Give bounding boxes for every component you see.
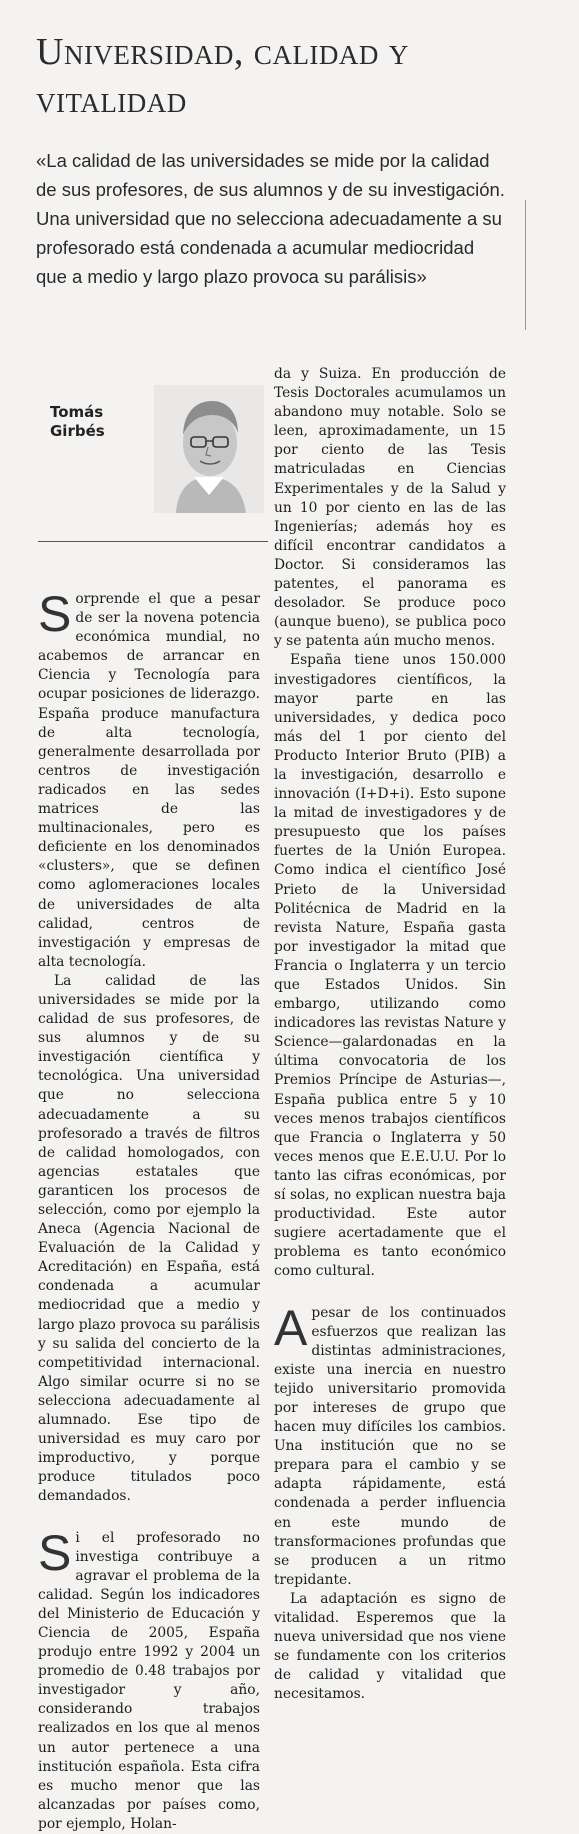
paragraph [38,1529,260,1834]
author-block [30,385,266,543]
paragraph: España tiene unos 150.000 investigadores científicos, la mayor parte en las universidades, y dedica poco más del 1 por ciento del Producto Interior Bruto (PIB) a la investigación, desarrollo e innovación (I+D+i). Esto supone la mitad de investigadores y de presupuesto que los países fuertes de la Unión Europea. Como indica el científico José Prieto de la Universidad Politécnica de Madrid en la revista Nature, España gasta por investigador la mitad que Francia o Inglaterra y un tercio que Estados Unidos. Sin embargo, utilizando como indicadores las revistas Nature y Science—galardonadas en la última convocatoria de los Premios Príncipe de Asturias—, España publica entre 5 y 10 veces menos trabajos científicos que Francia o Inglaterra y 50 veces menos que E.E.U.U. Por lo tanto las cifras económicas, por sí solas, no explican nuestra baja productividad. Este autor sugiere acertadamente que el problema es tanto económico como cultural. [274,651,506,1281]
paragraph-text: orprende el que a pesar de ser la novena potencia económica mundial, no acabemos de arrancar en Ciencia y Tecnología para ocupar posiciones de liderazgo. España produce manufactura de alta tecnología, generalmente desarrollada por centros de investigación radicados en las sedes matrices de las multinacionales, pero es deficiente en los denominados «clusters», que se definen como aglomeraciones locales de universidades de alta calidad, centros de investigación y empresas de alta tecnología. [38,591,260,970]
drop-cap: S [38,1533,71,1573]
drop-cap: S [38,594,71,634]
paragraph: La adaptación es signo de vitalidad. Esperemos que la nueva universidad que nos viene se fundamente con los criterios de calidad y vitalidad que necesitamos. [274,1590,506,1705]
paragraph [274,1304,506,1590]
paragraph: da y Suiza. En producción de Tesis Doctorales acumulamos un abandono muy notable. Solo se leen, aproximadamente, un 15 por ciento de las Tesis matriculadas en Ciencias Experimentales y de la Salud y un 10 por ciento en las de las Ingenierías; además hoy es difícil encontrar candidatos a Doctor. Si consideramos las patentes, el panorama es desolador. Se produce poco (aunque bueno), se publica poco y se patenta aún mucho menos. [274,365,506,651]
author-photo [154,385,264,513]
page-edge-line [525,200,526,330]
article-column-1 [38,590,260,1834]
paragraph [38,590,260,972]
author-divider [38,541,268,542]
paragraph-text: i el profesorado no investiga contribuye a agravar el problema de la calidad. Según los indicadores del Ministerio de Educación y Ciencia de 2005, España produjo entre 1992 y 2004 un promedio de 0.48 trabajos por investigador y año, considerando trabajos realizados en los que al menos un autor pertenece a una institución española. Esta cifra es mucho menor que las alcanzadas por países como, por ejemplo, Holan- [38,1530,260,1832]
article-title: Universidad, calidad y vitalidad [36,28,506,124]
article-column-2 [274,365,506,1704]
drop-cap: A [274,1308,307,1348]
paragraph-text: pesar de los continuados esfuerzos que realizan las distintas administraciones, existe una inercia en nuestro tejido universitario promovida por intereses de grupo que hacen muy difíciles los cambios. Una institución que no se prepara para el cambio y se adapta rápidamente, está condenada a perder influencia en este mundo de transformaciones profundas que se producen a un ritmo trepidante. [274,1305,506,1588]
article-lead-quote: «La calidad de las universidades se mide por la calidad de sus profesores, de sus alumnos y de su investigación. Una universidad que no selecciona adecuadamente a su profesorado está condenada a acumular mediocridad que a medio y largo plazo provoca su parálisis» [36,146,506,291]
author-name: Tomás Girbés [50,403,140,441]
paragraph: La calidad de las universidades se mide por la calidad de sus profesores, de sus alumnos y de su investigación científica y tecnológica. Una universidad que no selecciona adecuadamente a su profesorado a través de filtros de calidad homologados, con agencias estatales que garanticen los procesos de selección, como por ejemplo la Aneca (Agencia Nacional de Evaluación de la Calidad y Acreditación) en España, está condenada a acumular mediocridad que a medio y largo plazo provoca su parálisis y su salida del concierto de la competitividad internacional. Algo similar ocurre si no se selecciona adecuadamente al alumnado. Ese tipo de universidad es muy caro por improductivo, y porque produce titulados poco demandados. [38,972,260,1507]
